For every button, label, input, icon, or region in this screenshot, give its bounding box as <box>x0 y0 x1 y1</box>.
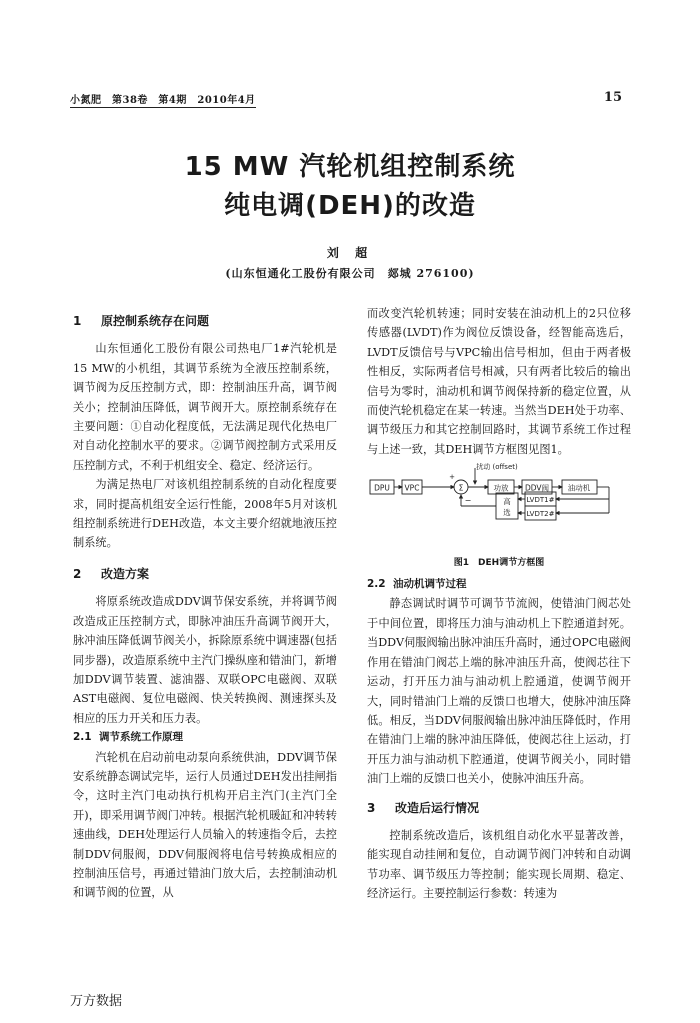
section-number: 1 <box>73 314 82 328</box>
section-title: 改造方案 <box>101 566 150 581</box>
affiliation: (山东恒通化工股份有限公司 郯城 276100) <box>225 267 475 280</box>
block-lvdt2: LVDT2# <box>526 510 555 519</box>
block-ddv-valve: DDV阀 <box>524 483 550 493</box>
block-high-select-2: 选 <box>503 508 511 518</box>
section-title: 油动机调节过程 <box>393 578 467 591</box>
page-number: 15 <box>603 90 622 105</box>
paragraph: 控制系统改造后，该机组自动化水平显著改善，能实现自动挂闸和复位，自动调节阀门冲转和自动调节功率、调节级压力等控制；能实现长周期、稳定、经济运行。主要控制运行参数：转速为 <box>367 828 631 901</box>
section-heading-3 <box>367 799 631 818</box>
paragraph: 将原系统改造成DDV调节保安系统，并将调节阀改造成正压控制方式，即脉冲油压升高调节阀开大，脉冲油压降低调节阀关小，拆除原系统中调速器(包括同步器)，改造原系统中主汽门操纵座和错油门，新增加DDV调节装置、滤油器、双联OPC电磁阀、双联AST电磁阀、复位电磁阀、快关转换阀、测速探头及相应的压力开关和压力表。 <box>73 595 337 725</box>
paragraph: 静态调试时调节可调节节流阀，使错油门阀芯处于中间位置，即将压力油与油动机上下腔通道封死。当DDV伺服阀输出脉冲油压升高时，通过OPC电磁阀作用在错油门阀芯上端的脉冲油压升高，使阀芯往下运动，打开压力油与油动机上腔通道，使调节阀开大，同时错油门上端的反馈口也增大，使脉冲油压降低。相反，当DDV伺服阀输出脉冲油压降低时，作用在错油门上端的脉冲油压降低，使阀芯往上运动，打开压力油与油动机下腔通道，使调节阀关小，同时错油门上端的反馈口也关小，使脉冲油压升高。 <box>367 597 631 786</box>
paragraph: 而改变汽轮机转速；同时安装在油动机上的2只位移传感器(LVDT)作为阀位反馈设备，经智能高选后，LVDT反馈信号与VPC输出信号相加，但由于两者极性相反，实际两者信号相减，只有两者比较后的输出信号为零时，油动机和调节阀保持新的稳定位置，从而使汽轮机稳定在某一转速。当然当DEH处于功率、调节级压力和其它控制回路时，其调节系统工作过程与上述一致，其DEH调节方框图见图1。 <box>367 307 631 456</box>
sum-junction: Σ <box>458 483 464 493</box>
section-title: 调节系统工作原理 <box>99 731 183 744</box>
sum-minus: − <box>464 496 472 506</box>
block-dpu: DPU <box>374 483 390 493</box>
section-number: 3 <box>367 800 376 815</box>
section-heading-2 <box>73 565 337 584</box>
footer-watermark: 万方数据 <box>70 994 123 1009</box>
title-line-2: 纯电调(DEH)的改造 <box>224 191 476 221</box>
section-number: 2.1 <box>73 731 92 744</box>
subsection-heading-2-2 <box>367 575 631 594</box>
section-title: 改造后运行情况 <box>395 800 480 815</box>
section-title: 原控制系统存在问题 <box>101 314 210 328</box>
section-number: 2.2 <box>367 578 386 591</box>
deh-block-diagram <box>367 463 631 547</box>
block-high-select-1: 高 <box>503 497 511 507</box>
author: 刘 超 <box>326 246 374 260</box>
title-line-1: 15 MW 汽轮机组控制系统 <box>184 152 516 182</box>
block-actuator: 油动机 <box>567 483 591 493</box>
paragraph: 为满足热电厂对该机组控制系统的自动化程度要求，同时提高机组安全运行性能，2008年5月对该机组控制系统进行DEH改造，本文主要介绍就地液压控制系统。 <box>73 478 337 550</box>
sum-plus: + <box>449 473 455 482</box>
section-number: 2 <box>73 566 82 581</box>
subsection-heading-2-1 <box>73 728 337 747</box>
block-lvdt1: LVDT1# <box>526 496 555 505</box>
left-column <box>73 304 337 903</box>
block-vpc: VPC <box>404 483 420 493</box>
section-heading-1 <box>73 312 337 331</box>
running-header: 小氮肥 第38卷 第4期 2010年4月 <box>70 91 256 108</box>
right-column <box>367 304 631 904</box>
paragraph: 汽轮机在启动前电动泵向系统供油，DDV调节保安系统静态调试完毕，运行人员通过DEH发出挂闸指令，这时主汽门电动执行机构开启主汽门(主汽门全开)，即采用调节阀门冲转。根据汽轮机暖缸和冲转转速曲线，DEH处理运行人员输入的转速指令后，去控制DDV伺服阀，DDV伺服阀将电信号转换成相应的控制油压信号，再通过错油门放大后，去控制油动机和调节阀的位置，从 <box>73 750 337 900</box>
offset-label: 扰动 (offset) <box>476 463 518 472</box>
paragraph: 山东恒通化工股份有限公司热电厂1#汽轮机是15 MW的小机组，其调节系统为全液压控制系统，调节阀为反压控制方式，即：控制油压升高，调节阀关小；控制油压降低，调节阀开大。原控制系统存在主要问题：①自动化程度低，无法满足现代化热电厂对自动化控制水平的要求。②调节阀控制方式采用反压控制方式，不利于机组安全、稳定、经济运行。 <box>73 342 337 472</box>
figure-caption: 图1 DEH调节方框图 <box>453 557 545 568</box>
block-amplifier: 功放 <box>493 483 509 493</box>
